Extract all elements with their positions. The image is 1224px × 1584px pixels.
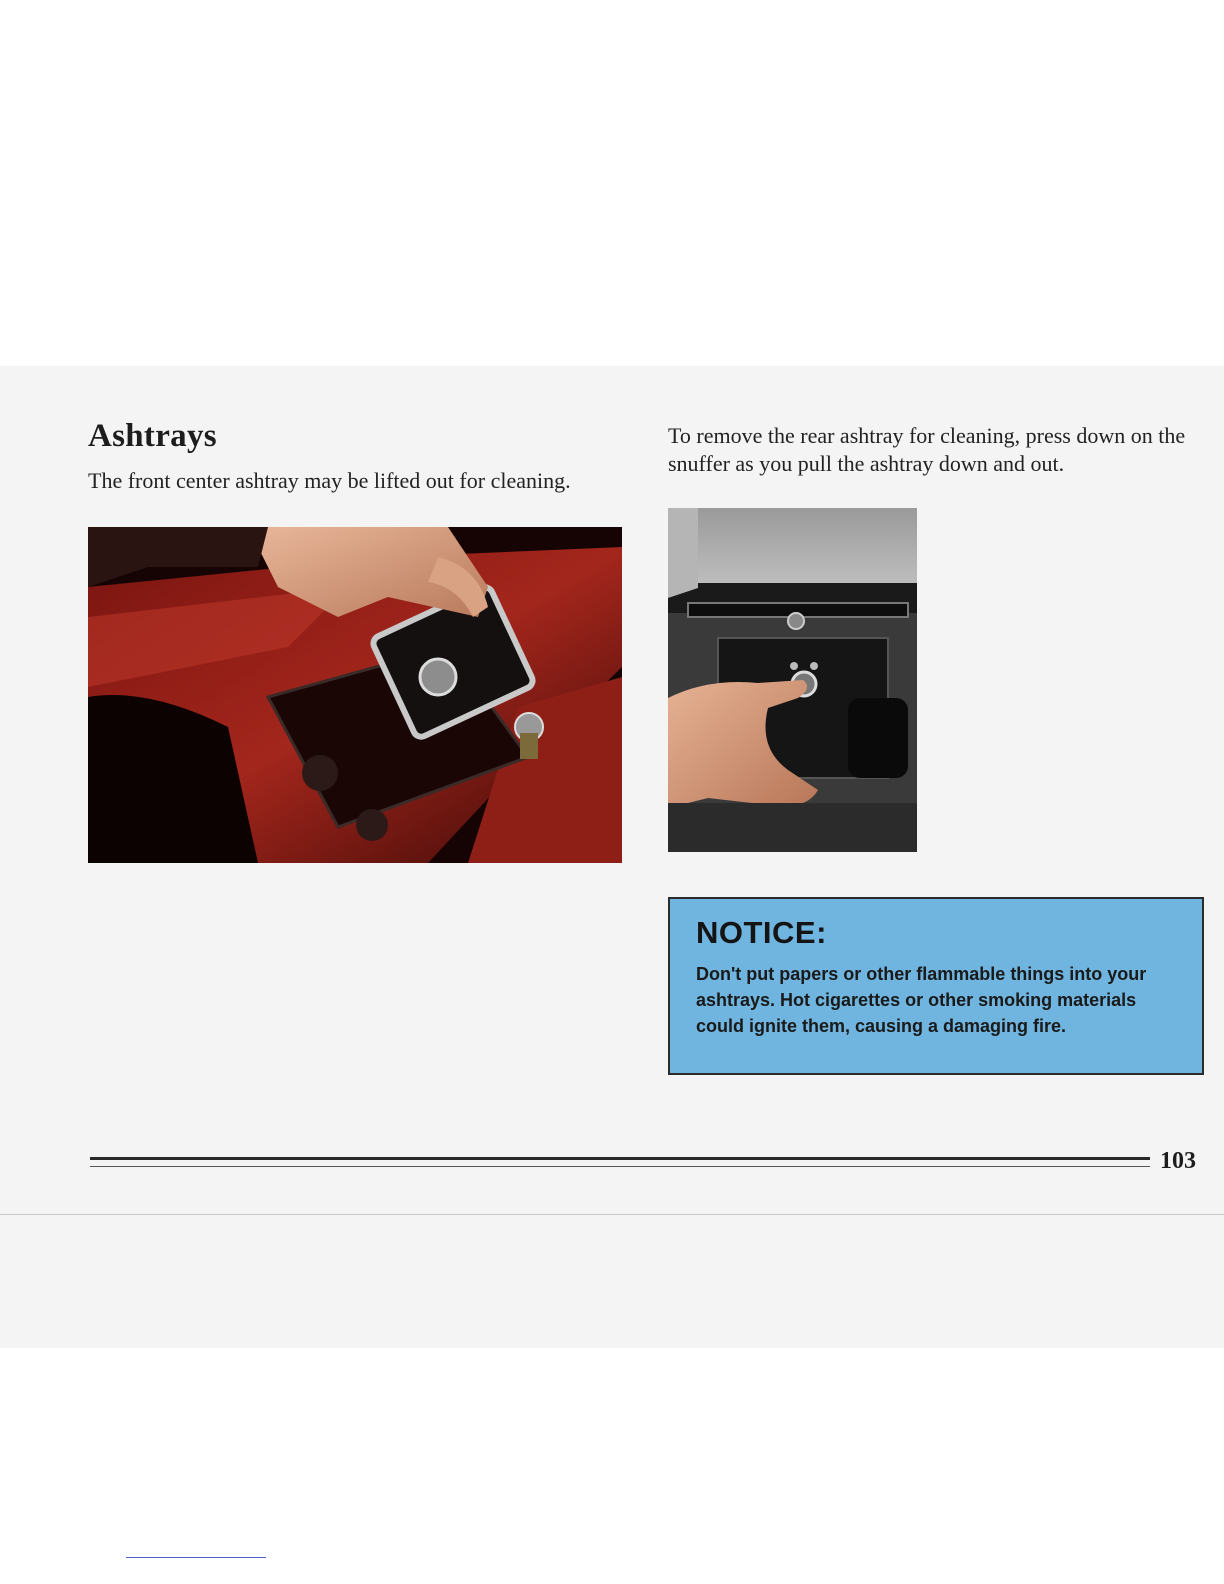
- rear-ashtray-instruction: To remove the rear ashtray for cleaning, press down on the snuffer as you pull the ashtray down and out.: [668, 423, 1186, 476]
- notice-title: NOTICE:: [696, 915, 827, 950]
- front-ashtray-instruction: The front center ashtray may be lifted out for cleaning.: [88, 468, 571, 493]
- scan-artifact-line: [126, 1557, 266, 1558]
- section-heading: Ashtrays: [88, 418, 217, 454]
- rear-ashtray-photo: [668, 508, 917, 852]
- page-number: 103: [1160, 1148, 1196, 1174]
- footer-rule-thick: [90, 1157, 1150, 1160]
- scan-edge-line: [0, 1214, 1224, 1215]
- footer-rule-thin: [90, 1166, 1150, 1167]
- notice-box: [668, 897, 1204, 1075]
- notice-text: Don't put papers or other flammable things into your ashtrays. Hot cigarettes or other smoking materials could ignite them, causing a damaging fire.: [696, 964, 1147, 1036]
- front-ashtray-photo: [88, 527, 622, 863]
